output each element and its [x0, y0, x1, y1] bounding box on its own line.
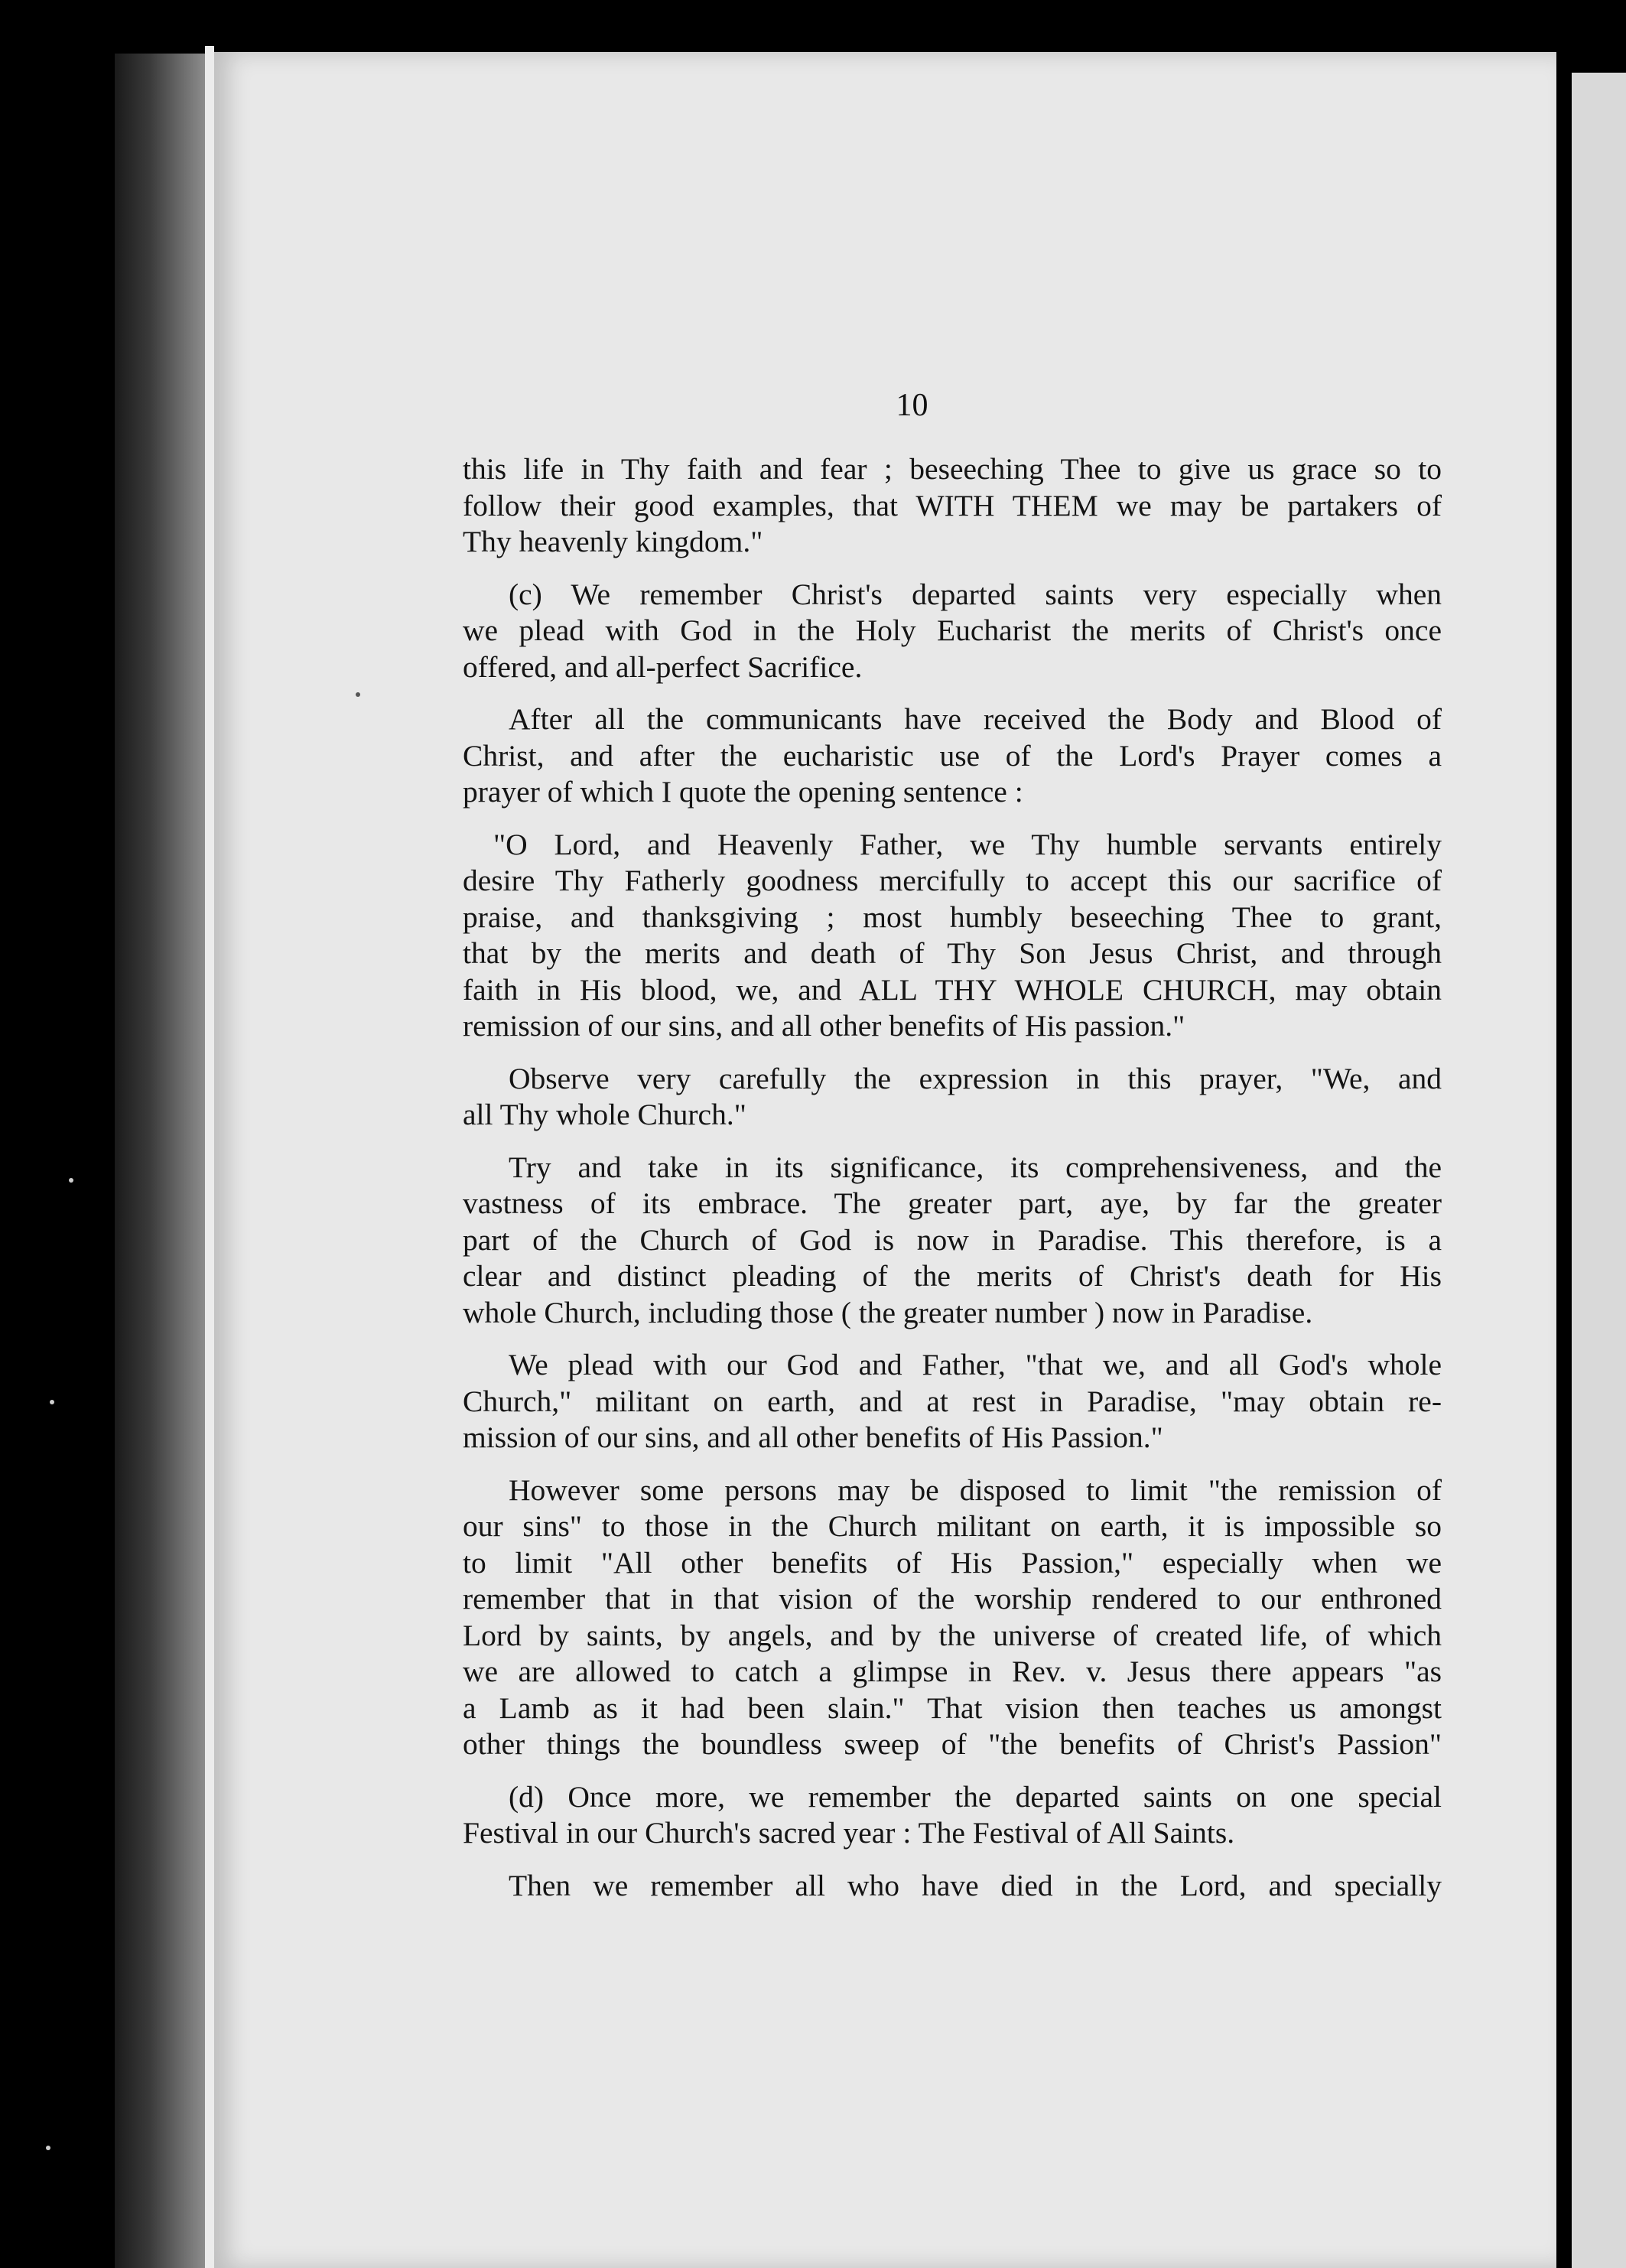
text-line: offered, and all-perfect Sacrifice.	[463, 649, 863, 684]
adjacent-page-edge	[1572, 73, 1626, 2268]
paragraph-c	[463, 577, 1442, 686]
text-line: "O Lord, and Heavenly Father, we Thy humble servants entirely	[493, 827, 1442, 861]
text-line: (c) We remember Christ's departed saints very especially when	[509, 577, 1442, 611]
page-edge	[205, 46, 214, 2268]
paragraph-prayer-quote	[463, 827, 1442, 1045]
text-line: remember that in that vision of the worship rendered to our enthroned	[463, 1582, 1442, 1616]
paragraph-d	[463, 1779, 1442, 1852]
text-line: we are allowed to catch a glimpse in Rev. v. Jesus there appears "as	[463, 1655, 1442, 1688]
scan-speck	[50, 1400, 54, 1404]
text-line: that by the merits and death of Thy Son Jesus Christ, and through	[463, 936, 1442, 970]
text-line: Christ, and after the eucharistic use of the Lord's Prayer comes a	[463, 738, 1442, 773]
text-line: we plead with God in the Holy Eucharist the merits of Christ's once	[463, 613, 1442, 647]
text-line: Church," militant on earth, and at rest in Paradise, "may obtain re-	[463, 1384, 1442, 1418]
text-line: part of the Church of God is now in Paradise. This therefore, is a	[463, 1222, 1442, 1257]
page-number: 10	[896, 388, 928, 423]
text-line: this life in Thy faith and fear ; beseeching Thee to give us grace so to	[463, 452, 1442, 486]
book-binding	[115, 54, 214, 2268]
scan-speck	[46, 2146, 50, 2150]
scan-speck	[69, 1178, 73, 1183]
text-line: clear and distinct pleading of the merits of Christ's death for His	[463, 1259, 1442, 1293]
text-line: prayer of which I quote the opening sentence :	[463, 775, 1023, 809]
text-line: a Lamb as it had been slain." That vision then teaches us amongst	[463, 1690, 1442, 1725]
paragraph-observe	[463, 1061, 1442, 1134]
paragraph-continuation	[463, 451, 1442, 561]
paragraph-try	[463, 1150, 1442, 1332]
body-text	[463, 451, 1442, 1920]
text-line: faith in His blood, we, and ALL THY WHOLE CHURCH, may obtain	[463, 972, 1442, 1007]
paragraph-plead	[463, 1347, 1442, 1456]
text-line: Thy heavenly kingdom."	[463, 525, 763, 558]
text-line: remission of our sins, and all other benefits of His passion."	[463, 1009, 1185, 1043]
text-line: whole Church, including those ( the greater number ) now in Paradise.	[463, 1295, 1313, 1329]
text-line: follow their good examples, that WITH THEM we may be partakers of	[463, 488, 1442, 522]
text-line: After all the communicants have received the Body and Blood of	[509, 702, 1442, 736]
text-line: desire Thy Fatherly goodness mercifully to accept this our sacrifice of	[463, 864, 1442, 897]
text-line: Festival in our Church's sacred year : The Festival of All Saints.	[463, 1816, 1235, 1850]
text-line: However some persons may be disposed to limit "the remission of	[509, 1472, 1442, 1507]
text-line: Then we remember all who have died in the Lord, and specially	[509, 1868, 1442, 1902]
text-line: praise, and thanksgiving ; most humbly beseeching Thee to grant,	[463, 900, 1442, 934]
text-line: Lord by saints, by angels, and by the universe of created life, of which	[463, 1618, 1442, 1652]
scan-speck	[356, 692, 360, 697]
text-line: We plead with our God and Father, "that we, and all God's whole	[509, 1348, 1442, 1381]
paragraph-communicants	[463, 701, 1442, 811]
paragraph-then	[463, 1868, 1442, 1905]
text-line: other things the boundless sweep of "the benefits of Christ's Passion"	[463, 1727, 1442, 1761]
text-line: Observe very carefully the expression in this prayer, "We, and	[509, 1061, 1442, 1095]
text-line: (d) Once more, we remember the departed saints on one special	[509, 1779, 1442, 1814]
paragraph-however	[463, 1472, 1442, 1763]
text-line: to limit "All other benefits of His Passion," especially when we	[463, 1545, 1442, 1580]
text-line: our sins" to those in the Church militant on earth, it is impossible so	[463, 1509, 1442, 1543]
text-line: Try and take in its significance, its comprehensiveness, and the	[509, 1150, 1442, 1184]
text-line: all Thy whole Church."	[463, 1098, 746, 1131]
text-line: mission of our sins, and all other benefits of His Passion."	[463, 1420, 1163, 1454]
text-line: vastness of its embrace. The greater part, aye, by far the greater	[463, 1186, 1442, 1220]
